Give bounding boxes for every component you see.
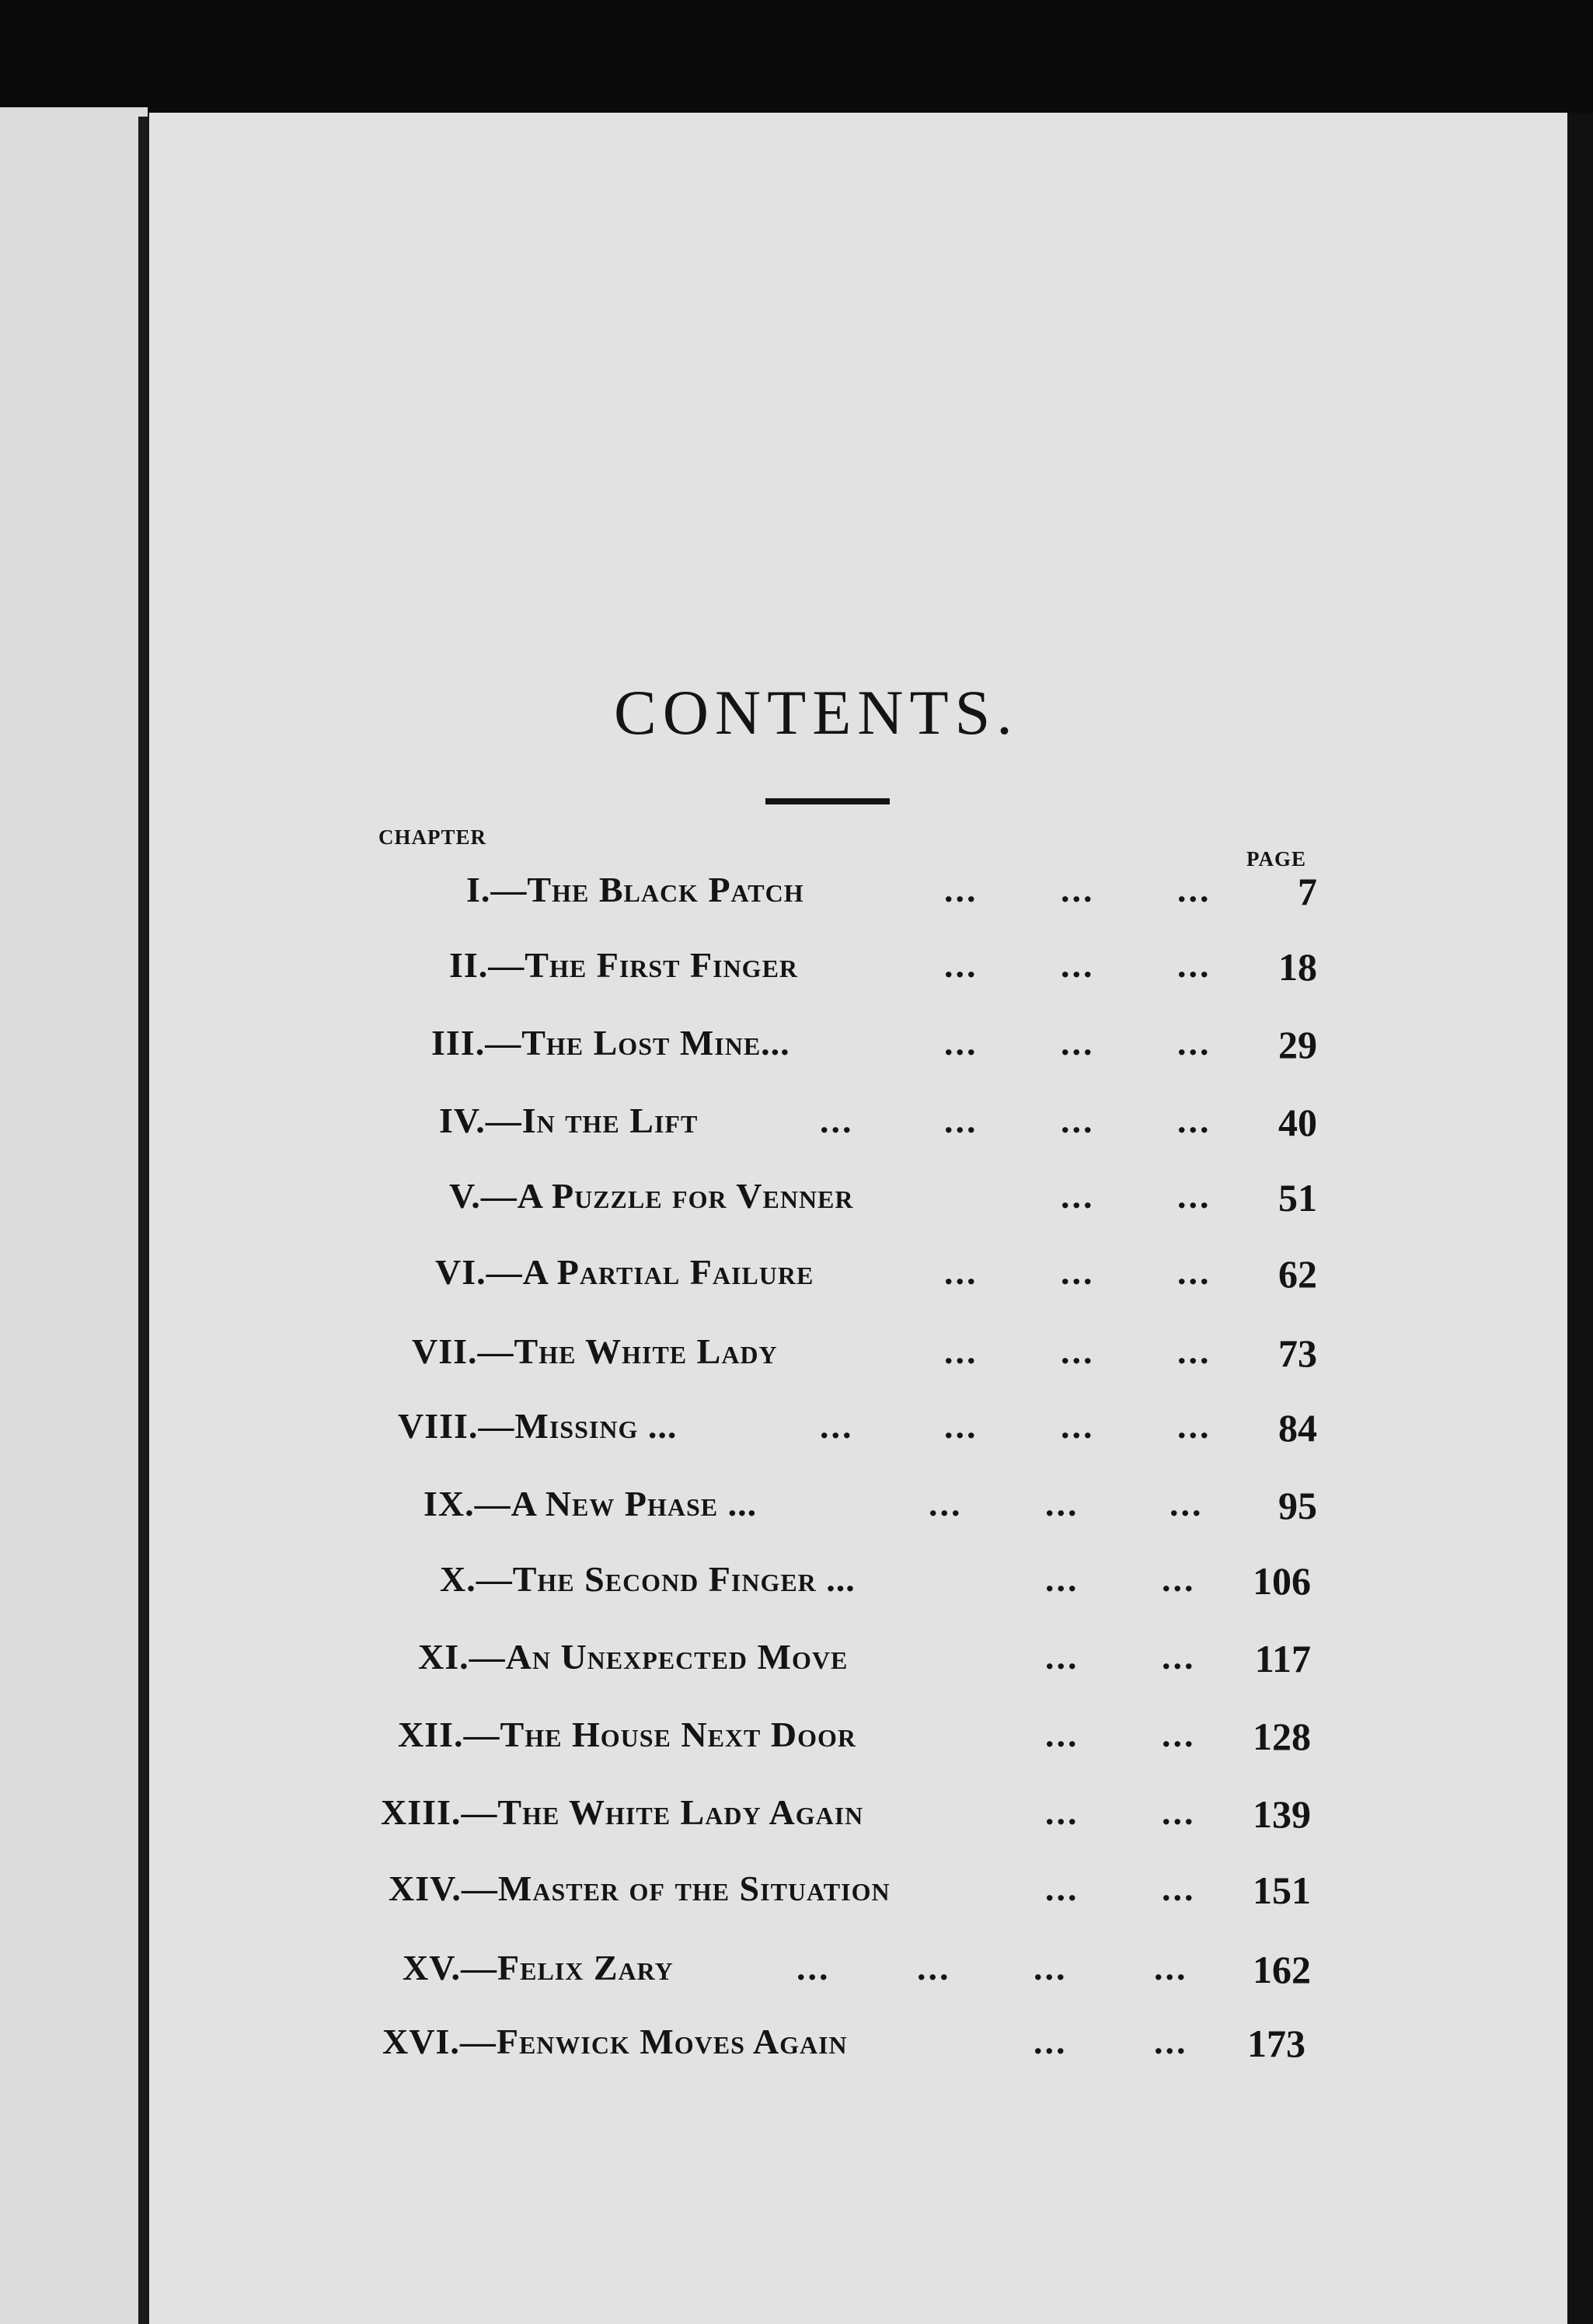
leader-dots: ... xyxy=(944,1331,978,1371)
leader-dots: ... xyxy=(1177,1331,1211,1371)
toc-entry xyxy=(0,1558,1593,1613)
chapter-title: XV.—Felix Zary xyxy=(403,1948,674,1987)
page-number: 40 xyxy=(1278,1101,1317,1144)
toc-entry xyxy=(0,1483,1593,1537)
leader-dots: ... xyxy=(1177,1023,1211,1063)
page-number: 117 xyxy=(1254,1637,1311,1680)
leader-dots: ... xyxy=(1061,945,1095,985)
leader-dots: ... xyxy=(1177,1101,1211,1140)
leader-dots: ... xyxy=(1061,1331,1095,1371)
chapter-title: XVI.—Fenwick Moves Again xyxy=(382,2022,848,2061)
toc-entry xyxy=(0,1868,1593,1922)
chapter-title: X.—The Second Finger ... xyxy=(440,1559,856,1599)
leader-dots: ... xyxy=(1061,1023,1095,1063)
leader-dots: ... xyxy=(944,1101,978,1140)
page-number: 84 xyxy=(1278,1406,1317,1450)
chapter-title: III.—The Lost Mine... xyxy=(431,1023,790,1063)
leader-dots: ... xyxy=(1169,1484,1204,1523)
leader-dots: ... xyxy=(1177,1176,1211,1216)
leader-dots: ... xyxy=(929,1484,963,1523)
page-number: 173 xyxy=(1247,2022,1305,2065)
toc-entry xyxy=(0,869,1593,923)
leader-dots: ... xyxy=(1154,1948,1188,1987)
page-number: 128 xyxy=(1253,1715,1311,1758)
toc-entry xyxy=(0,944,1593,999)
leader-dots: ... xyxy=(820,1101,854,1140)
page-number: 151 xyxy=(1253,1869,1311,1912)
chapter-title: I.—The Black Patch xyxy=(466,870,804,909)
leader-dots: ... xyxy=(944,1252,978,1292)
leader-dots: ... xyxy=(1177,945,1211,985)
chapter-title: XIV.—Master of the Situation xyxy=(389,1869,891,1908)
chapter-title: II.—The First Finger xyxy=(449,945,799,985)
chapter-title: VIII.—Missing ... xyxy=(398,1406,678,1446)
toc-entry xyxy=(0,1022,1593,1077)
toc-entry xyxy=(0,1636,1593,1691)
chapter-title: VI.—A Partial Failure xyxy=(435,1252,814,1292)
leader-dots: ... xyxy=(1061,1406,1095,1446)
chapter-title: XI.—An Unexpected Move xyxy=(418,1637,849,1677)
leader-dots: ... xyxy=(1162,1869,1196,1908)
toc-entry xyxy=(0,1405,1593,1460)
page-number: 162 xyxy=(1253,1948,1311,1991)
toc-entry xyxy=(0,1792,1593,1846)
page-number: 7 xyxy=(1298,870,1317,913)
chapter-title: IV.—In the Lift xyxy=(439,1101,699,1140)
leader-dots: ... xyxy=(796,1948,831,1987)
leader-dots: ... xyxy=(1045,1869,1079,1908)
leader-dots: ... xyxy=(944,1406,978,1446)
leader-dots: ... xyxy=(1162,1792,1196,1832)
chapter-title: XII.—The House Next Door xyxy=(398,1715,856,1754)
page-number: 139 xyxy=(1253,1792,1311,1836)
page-number: 51 xyxy=(1278,1176,1317,1220)
toc-entry xyxy=(0,1331,1593,1385)
leader-dots: ... xyxy=(820,1406,854,1446)
page-number: 95 xyxy=(1278,1484,1317,1527)
leader-dots: ... xyxy=(1034,1948,1068,1987)
page-number: 29 xyxy=(1278,1023,1317,1066)
leader-dots: ... xyxy=(1177,1406,1211,1446)
leader-dots: ... xyxy=(1162,1637,1196,1677)
leader-dots: ... xyxy=(1034,2022,1068,2061)
page-number: 62 xyxy=(1278,1252,1317,1296)
leader-dots: ... xyxy=(944,945,978,985)
chapter-title: V.—A Puzzle for Venner xyxy=(449,1176,854,1216)
contents-title: CONTENTS. xyxy=(614,677,1019,748)
page-column-heading: PAGE xyxy=(1246,847,1306,871)
leader-dots: ... xyxy=(1045,1637,1079,1677)
leader-dots: ... xyxy=(1177,870,1211,909)
toc-entry xyxy=(0,1714,1593,1768)
chapter-title: XIII.—The White Lady Again xyxy=(381,1792,864,1832)
toc-entry xyxy=(0,1100,1593,1154)
leader-dots: ... xyxy=(944,870,978,909)
chapter-column-heading: CHAPTER xyxy=(378,825,487,849)
leader-dots: ... xyxy=(1045,1559,1079,1599)
page-number: 18 xyxy=(1278,945,1317,989)
leader-dots: ... xyxy=(1045,1715,1079,1754)
leader-dots: ... xyxy=(1045,1792,1079,1832)
leader-dots: ... xyxy=(1162,1559,1196,1599)
leader-dots: ... xyxy=(917,1948,951,1987)
title-rule xyxy=(765,798,890,804)
toc-entry xyxy=(0,1251,1593,1306)
chapter-title: IX.—A New Phase ... xyxy=(424,1484,758,1523)
leader-dots: ... xyxy=(1045,1484,1079,1523)
page-number: 73 xyxy=(1278,1331,1317,1375)
leader-dots: ... xyxy=(1061,1101,1095,1140)
toc-entry xyxy=(0,2021,1593,2075)
leader-dots: ... xyxy=(1061,1176,1095,1216)
leader-dots: ... xyxy=(1061,1252,1095,1292)
page-number: 106 xyxy=(1253,1559,1311,1603)
leader-dots: ... xyxy=(1162,1715,1196,1754)
leader-dots: ... xyxy=(1154,2022,1188,2061)
leader-dots: ... xyxy=(1061,870,1095,909)
toc-entry xyxy=(0,1947,1593,2001)
leader-dots: ... xyxy=(944,1023,978,1063)
chapter-title: VII.—The White Lady xyxy=(412,1331,778,1371)
leader-dots: ... xyxy=(1177,1252,1211,1292)
toc-entry xyxy=(0,1175,1593,1230)
